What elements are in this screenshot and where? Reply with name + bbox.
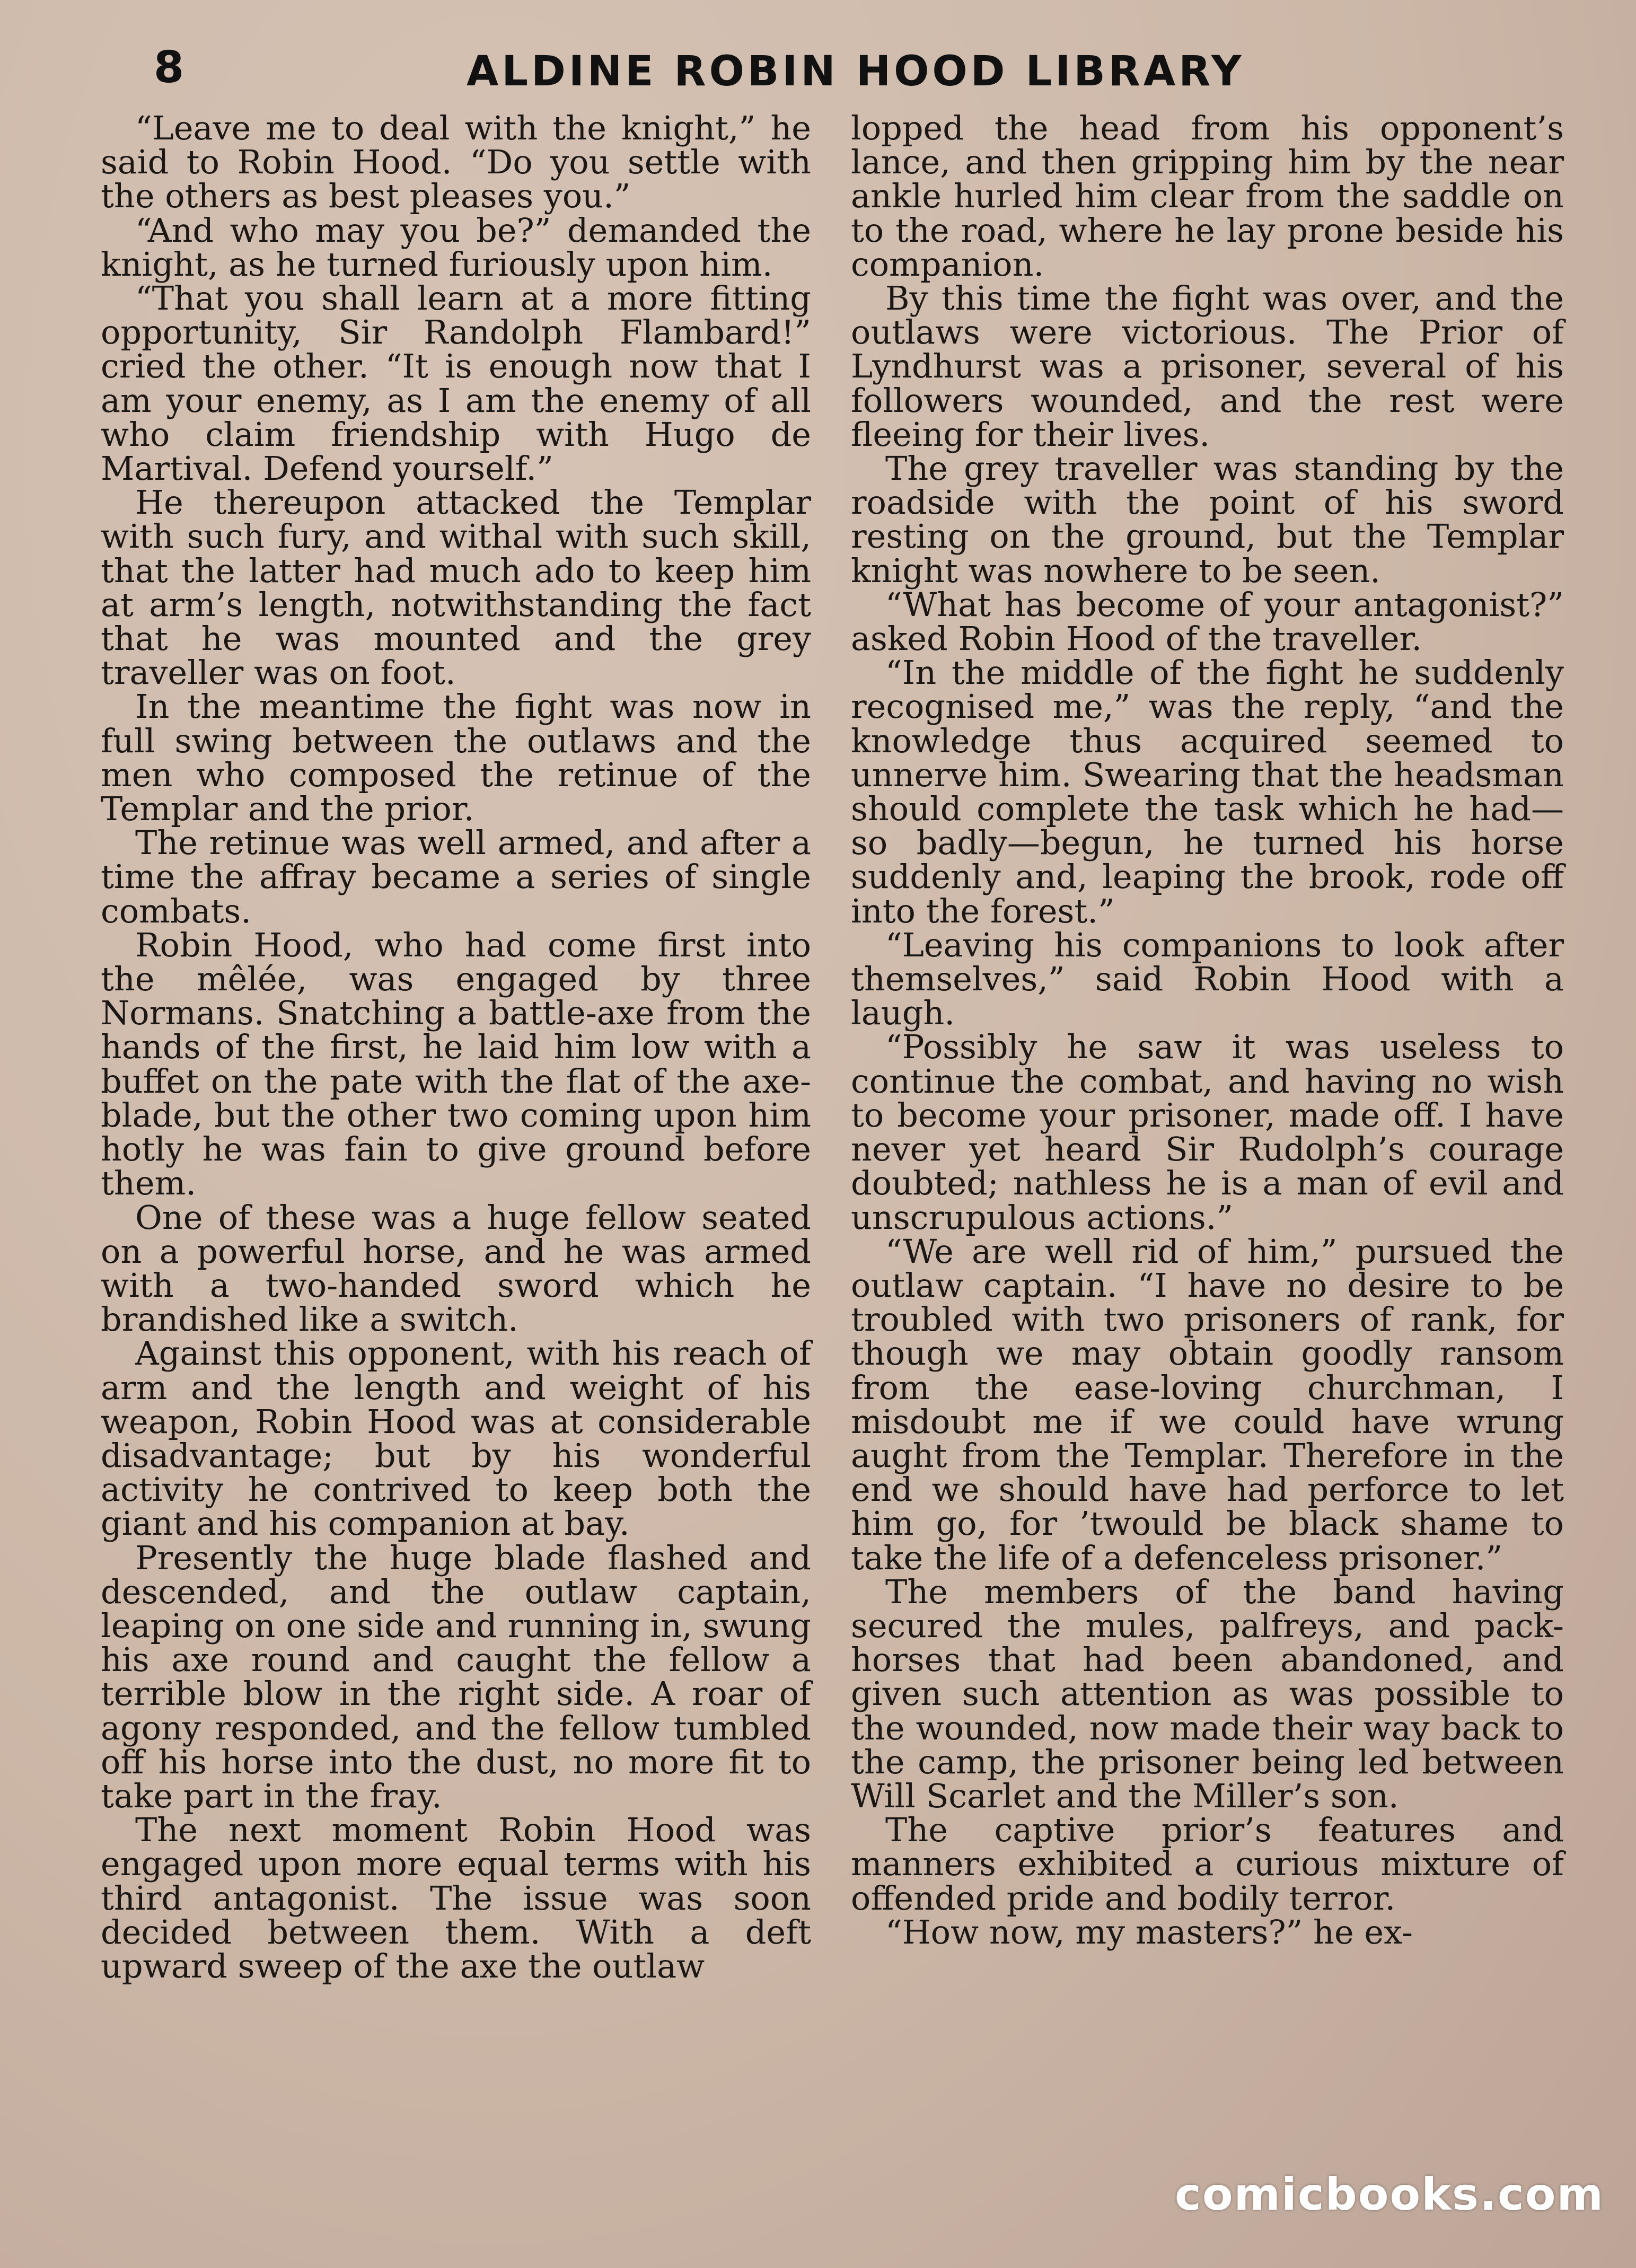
paragraph: By this time the fight was over, and the outlaws were victorious. The Prior of Lyndhurst was a prisoner, several of his followers wounded, and the rest were fleeing for their lives. xyxy=(851,279,1564,454)
paragraph: The members of the band having secured the mules, palfreys, and pack-horses that had been abandoned, and given such attention as was possible to the wounded, now made their way back to the camp, the prisoner being led between Will Scarlet and the Miller’s son. xyxy=(851,1572,1564,1815)
paragraph: “Leave me to deal with the knight,” he said to Robin Hood. “Do you settle with the others as best pleases you.” xyxy=(101,109,811,216)
paragraph: “And who may you be?” demanded the knight, as he turned furiously upon him. xyxy=(101,210,811,284)
paragraph: “Possibly he saw it was useless to continue the combat, and having no wish to become your prisoner, made off. I have never yet heard Sir Rudolph’s courage doubted; nathless he is a man of evil and unscrupulous actions.” xyxy=(851,1027,1564,1237)
paragraph: “In the middle of the fight he suddenly recognised me,” was the reply, “and the knowledge thus acquired seemed to unnerve him. Swearing that the headsman should complete the task which he had—so badly—begun, he turned his horse suddenly and, leaping the brook, rode off into the forest.” xyxy=(851,653,1564,930)
site-watermark: comicbooks.com xyxy=(1175,2168,1604,2220)
right-text-column xyxy=(851,111,1564,1949)
paragraph: He thereupon attacked the Templar with such fury, and withal with such skill, that the latter had much ado to keep him at arm’s length, notwithstanding the fact that he was mounted and the grey traveller was on foot. xyxy=(101,483,811,692)
running-title: ALDINE ROBIN HOOD LIBRARY xyxy=(467,48,1245,95)
left-text-column xyxy=(101,111,811,1983)
page-number: 8 xyxy=(154,42,186,93)
paragraph: Robin Hood, who had come first into the mêlée, was engaged by three Normans. Snatching a battle-axe from the hands of the first, he laid him low with a buffet on the pate with the flat of the axe-blade, but the other two coming upon him hotly he was fain to give ground before them. xyxy=(101,925,811,1203)
paragraph: “Leaving his companions to look after themselves,” said Robin Hood with a laugh. xyxy=(851,925,1564,1033)
paragraph: Against this opponent, with his reach of arm and the length and weight of his weapon, Robin Hood was at considerable disadvantage; but by his wonderful activity he contrived to keep both the giant and his companion at bay. xyxy=(101,1334,811,1543)
paragraph: In the meantime the fight was now in full swing between the outlaws and the men who composed the retinue of the Templar and the prior. xyxy=(101,687,811,829)
paragraph: The grey traveller was standing by the roadside with the point of his sword resting on the ground, but the Templar knight was nowhere to be seen. xyxy=(851,449,1564,590)
paragraph: Presently the huge blade flashed and descended, and the outlaw captain, leaping on one side and running in, swung his axe round and caught the fellow a terrible blow in the right side. A roar of agony responded, and the fellow tumbled off his horse into the dust, no more fit to take part in the fray. xyxy=(101,1538,811,1815)
paragraph: “That you shall learn at a more fitting opportunity, Sir Randolph Flambard!” cried the other. “It is enough now that I am your enemy, as I am the enemy of all who claim friendship with Hugo de Martival. Defend yourself.” xyxy=(101,279,811,488)
paragraph: “What has become of your antagonist?” asked Robin Hood of the traveller. xyxy=(851,585,1564,658)
paragraph: lopped the head from his opponent’s lance, and then gripping him by the near ankle hurled him clear from the saddle on to the road, where he lay prone beside his companion. xyxy=(851,109,1564,284)
paragraph: One of these was a huge fellow seated on a powerful horse, and he was armed with a two-handed sword which he brandished like a switch. xyxy=(101,1198,811,1339)
paragraph: “We are well rid of him,” pursued the outlaw captain. “I have no desire to be troubled with two prisoners of rank, for though we may obtain goodly ransom from the ease-loving churchman, I misdoubt me if we could have wrung aught from the Templar. Therefore in the end we should have had perforce to let him go, for ’twould be black shame to take the life of a defenceless prisoner.” xyxy=(851,1232,1564,1577)
paragraph: The next moment Robin Hood was engaged upon more equal terms with his third antagonist. The issue was soon decided between them. With a deft upward sweep of the axe the outlaw xyxy=(101,1810,811,1985)
paragraph: The captive prior’s features and manners exhibited a curious mixture of offended pride and bodily terror. xyxy=(851,1810,1564,1918)
page-header xyxy=(154,37,1479,106)
paragraph: “How now, my masters?” he ex- xyxy=(885,1912,1413,1951)
paragraph: The retinue was well armed, and after a time the affray became a series of single combats. xyxy=(101,823,811,930)
